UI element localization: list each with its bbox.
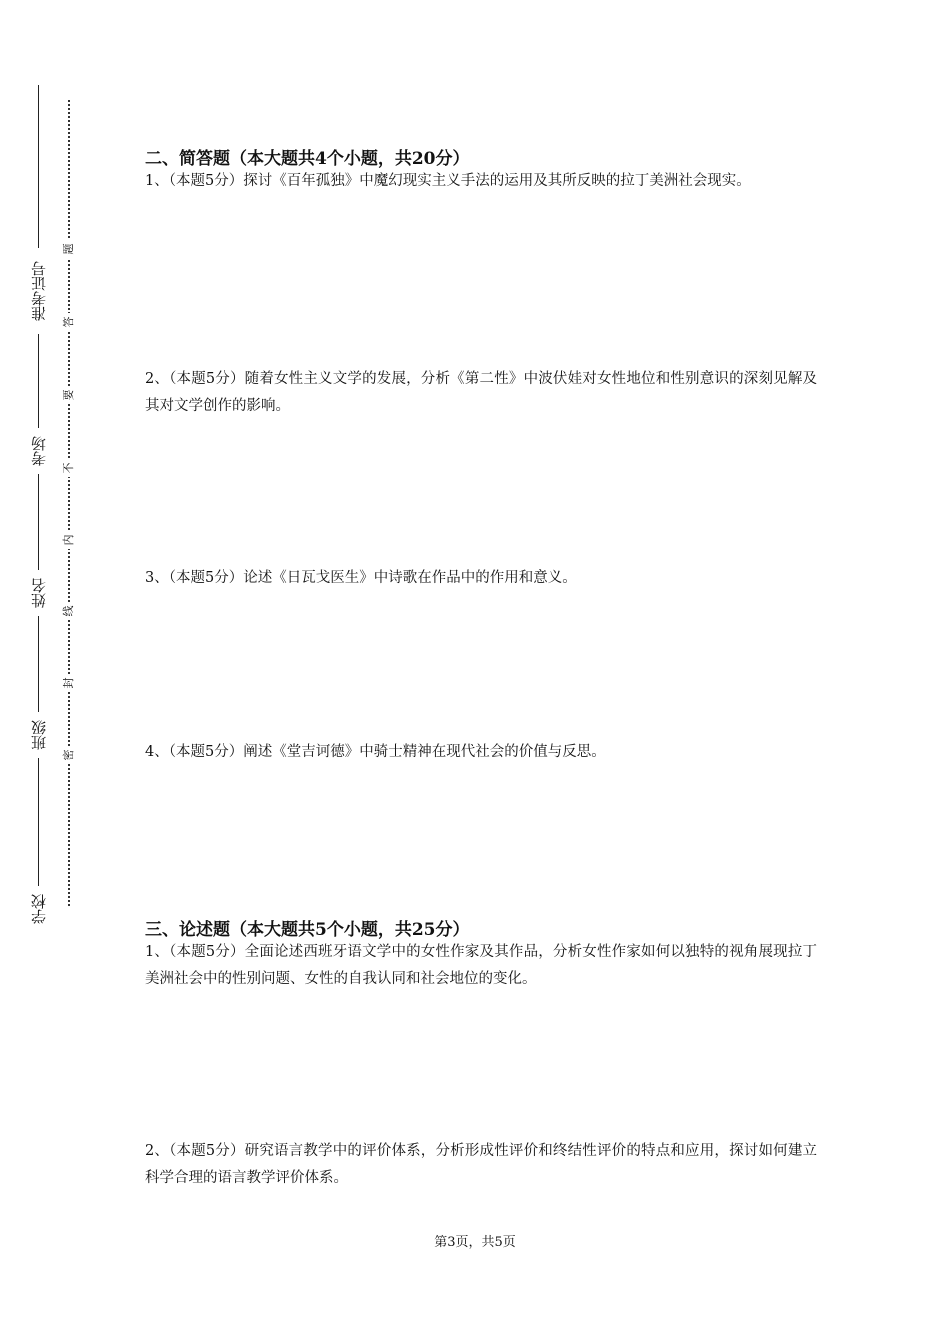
seal-char: 答 bbox=[62, 316, 75, 328]
exam-room-label: 考场 bbox=[30, 436, 48, 466]
short-answer-question-1: 1、（本题5分）探讨《百年孤独》中魔幻现实主义手法的运用及其所反映的拉丁美洲社会现实。 bbox=[145, 173, 751, 189]
binding-solid-line bbox=[38, 85, 39, 905]
seal-char: 题 bbox=[62, 243, 75, 255]
short-answer-question-2: 2、（本题5分）随着女性主义文学的发展，分析《第二性》中波伏娃对女性地位和性别意识的深刻见解及其对文学创作的影响。 bbox=[145, 371, 817, 414]
seal-char: 不 bbox=[62, 462, 75, 474]
short-answer-question-4: 4、（本题5分）阐述《堂吉诃德》中骑士精神在现代社会的价值与反思。 bbox=[145, 744, 606, 760]
exam-number-label: 准考证号 bbox=[30, 261, 48, 321]
seal-char: 线 bbox=[62, 605, 75, 617]
name-label: 姓名 bbox=[30, 578, 48, 608]
binding-strip bbox=[0, 0, 90, 1344]
seal-char: 密 bbox=[62, 749, 75, 761]
short-answer-section-title: 二、简答题（本大题共4个小题，共20分） bbox=[145, 149, 470, 169]
seal-char: 封 bbox=[62, 677, 75, 689]
essay-question-1: 1、（本题5分）全面论述西班牙语文学中的女性作家及其作品，分析女性作家如何以独特的视角展现拉丁美洲社会中的性别问题、女性的自我认同和社会地位的变化。 bbox=[145, 944, 817, 987]
class-label: 班级 bbox=[30, 720, 48, 750]
essay-question-2: 2、（本题5分）研究语言教学中的评价体系，分析形成性评价和终结性评价的特点和应用，探讨如何建立科学合理的语言教学评价体系。 bbox=[145, 1143, 817, 1186]
short-answer-question-3: 3、（本题5分）论述《日瓦戈医生》中诗歌在作品中的作用和意义。 bbox=[145, 570, 577, 586]
essay-section-title: 三、论述题（本大题共5个小题，共25分） bbox=[145, 920, 470, 940]
school-label: 学校 bbox=[30, 894, 48, 924]
seal-char: 要 bbox=[62, 389, 75, 401]
seal-char: 内 bbox=[62, 534, 75, 546]
binding-dotted-line bbox=[68, 100, 70, 906]
page-number: 第3页，共5页 bbox=[434, 1235, 516, 1250]
